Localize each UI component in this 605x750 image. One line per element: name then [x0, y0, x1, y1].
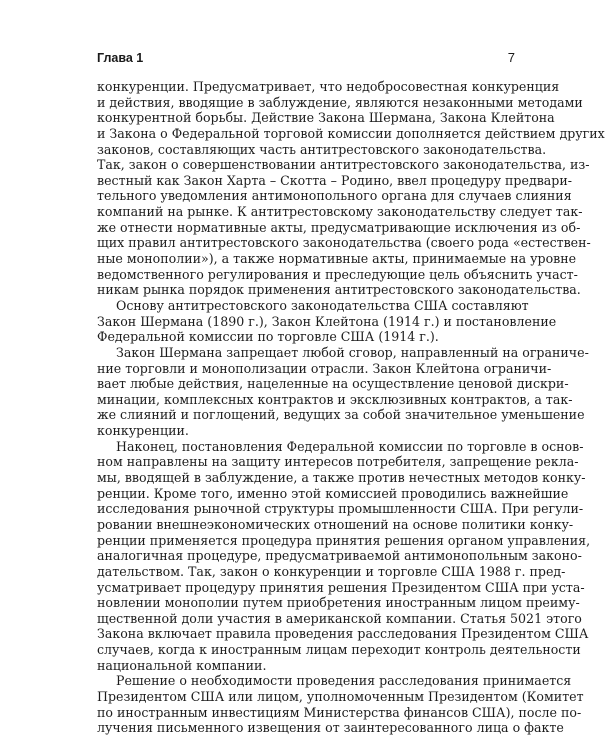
text-line: национальной компании.: [97, 657, 267, 673]
paragraph: [97, 297, 557, 345]
text-line: Федеральной комиссии по торговле США (1914 г.).: [97, 329, 439, 345]
text-line: аналогичная процедуре, предусматриваемой антимонопольным законо-: [97, 548, 582, 564]
text-line: Так, закон о совершенствовании антитрестовского законодательства, из-: [97, 157, 590, 173]
paragraph: [97, 673, 584, 736]
text-line: и Закона о Федеральной торговой комиссии дополняется действием других: [97, 125, 605, 141]
text-line: тельного уведомления антимонопольного органа для случаев слияния: [97, 188, 572, 204]
text-line: щественной доли участия в американской компании. Статья 5021 этого: [97, 610, 582, 626]
text-line: исследования рыночной структуры промышленности США. При регули-: [97, 501, 584, 517]
running-header: [97, 50, 515, 70]
text-line: новлении монополии путем приобретения иностранным лицом преиму-: [97, 595, 580, 611]
paragraph: [97, 438, 591, 674]
text-line: ные монополии»), а также нормативные акты, принимаемые на уровне: [97, 251, 577, 267]
text-line: случаев, когда к иностранным лицам переходит контроль деятельности: [97, 642, 581, 658]
text-line: ренции. Кроме того, именно этой комиссией проводились важнейшие: [97, 485, 569, 501]
text-line: же слияний и поглощений, ведущих за собой значительное уменьшение: [97, 407, 585, 423]
text-line: Основу антитрестовского законодательства США составляют: [116, 297, 529, 313]
text-line: минации, комплексных контрактов и эксклюзивных контрактов, а так-: [97, 391, 573, 407]
text-line: ведомственного регулирования и преследующие цель объяснить участ-: [97, 266, 578, 282]
text-line: лучения письменного извещения от заинтересованного лица о факте: [97, 720, 564, 736]
paragraph: [97, 79, 605, 298]
text-line: конкуренции. Предусматривает, что недобросовестная конкуренция: [97, 79, 560, 94]
text-line: дательством. Так, закон о конкуренции и торговле США 1988 г. пред-: [97, 563, 566, 579]
text-line: щих правил антитрестовского законодательства (своего рода «естествен-: [97, 235, 591, 251]
text-line: конкуренции.: [97, 423, 189, 439]
text-line: вает любые действия, нацеленные на осуществление ценовой дискри-: [97, 376, 569, 392]
text-line: вестный как Закон Харта – Скотта – Родино, ввел процедуру предвари-: [97, 172, 573, 188]
page-number: 7: [507, 50, 515, 65]
text-line: Решение о необходимости проведения расследования принимается: [116, 673, 572, 689]
chapter-label: Глава 1: [97, 51, 144, 65]
text-line: ренции применяется процедура принятия решения органом управления,: [97, 532, 591, 548]
text-line: мы, вводящей в заблуждение, а также против нечестных методов конку-: [97, 470, 586, 486]
text-line: ном направлены на защиту интересов потребителя, запрещение рекла-: [97, 454, 579, 470]
text-line: законов, составляющих часть антитрестовского законодательства.: [97, 141, 547, 157]
paragraph: [97, 344, 589, 439]
text-line: Наконец, постановления Федеральной комиссии по торговле в основ-: [116, 438, 584, 454]
text-line: Закон Шермана (1890 г.), Закон Клейтона (1914 г.) и постановление: [97, 313, 557, 329]
body-text: [97, 79, 605, 736]
text-line: компаний на рынке. К антитрестовскому законодательству следует так-: [97, 204, 583, 220]
text-line: ние торговли и монополизации отрасли. Закон Клейтона ограничи-: [97, 360, 552, 376]
text-line: Закона включает правила проведения расследования Президентом США: [97, 626, 589, 642]
text-line: ровании внешнеэкономических отношений на основе политики конку-: [97, 516, 574, 532]
text-line: Президентом США или лицом, уполномоченным Президентом (Комитет: [97, 688, 584, 704]
text-line: конкурентной борьбы. Действие Закона Шермана, Закона Клейтона: [97, 110, 555, 126]
text-line: и действия, вводящие в заблуждение, являются незаконными методами: [97, 94, 583, 110]
text-line: никам рынка порядок применения антитрестовского законодательства.: [97, 282, 581, 298]
text-line: же отнести нормативные акты, предусматривающие исключения из об-: [97, 219, 581, 235]
text-line: усматривает процедуру принятия решения Президентом США при уста-: [97, 579, 585, 595]
text-line: Закон Шермана запрещает любой сговор, направленный на ограниче-: [116, 344, 589, 360]
text-line: по иностранным инвестициям Министерства финансов США), после по-: [97, 704, 582, 720]
